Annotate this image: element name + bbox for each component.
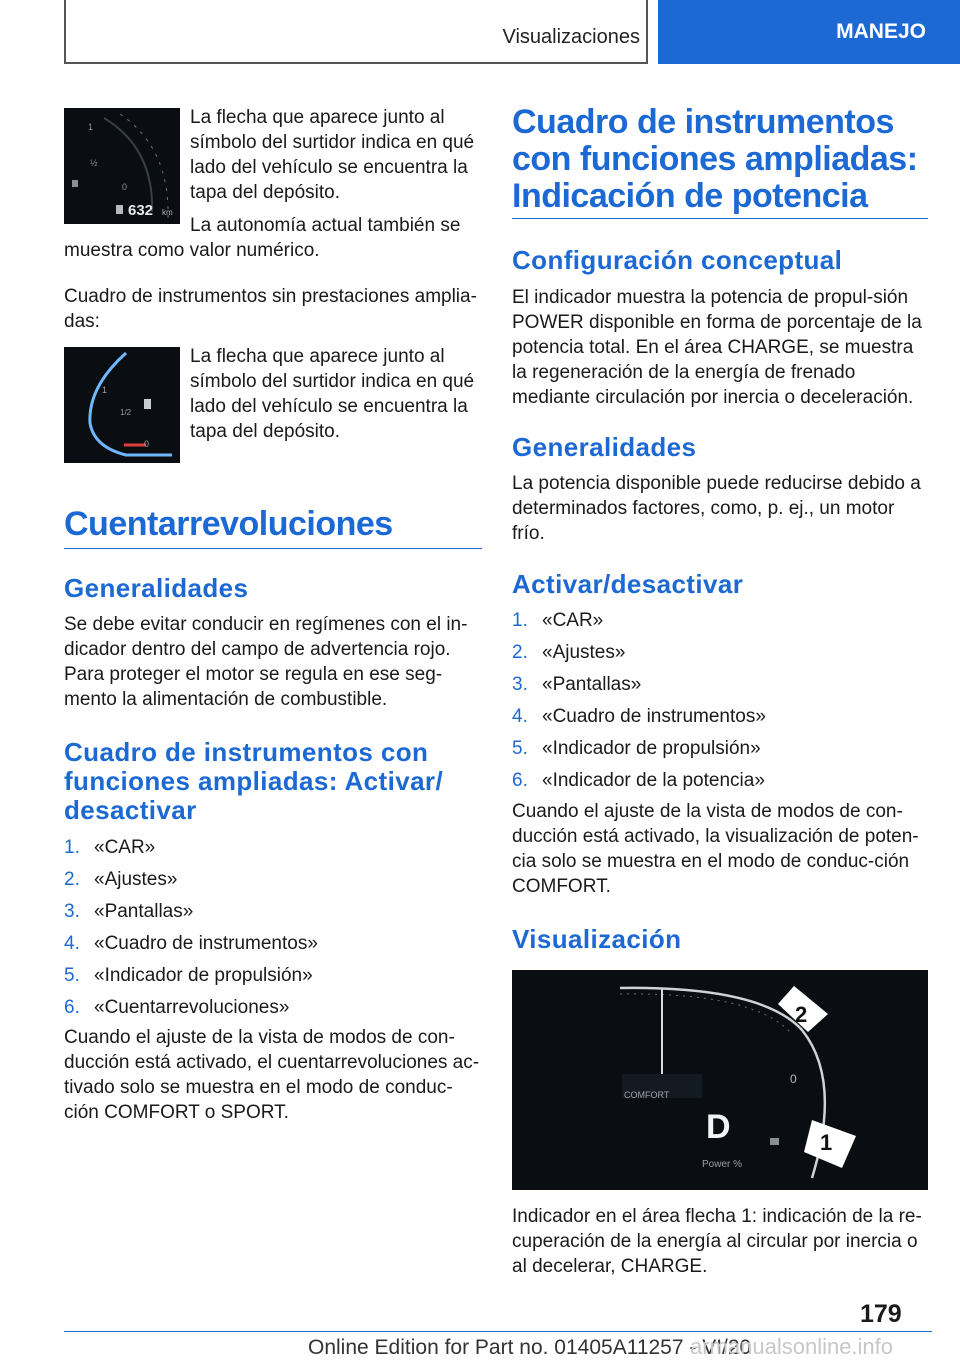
range-text-line1: La autonomía actual también se	[190, 215, 461, 236]
page-number: 179	[860, 1300, 902, 1328]
basic-cluster-graphic	[64, 347, 180, 463]
section-title-power-display: Cuadro de instrumentos con funciones ampliadas: Indicación de potencia	[512, 103, 918, 215]
range-unit: km	[162, 208, 173, 217]
gauge-half-label: ½	[90, 158, 98, 168]
basic-gauge-empty: 0	[144, 439, 150, 449]
subsection-title-concept: Configuración conceptual	[512, 245, 843, 275]
concept-text: El indicador muestra la potencia de propul-sión POWER disponible en forma de porcentaje de la potencia total. En el área CHARGE, se muestra la regeneración de la energía de frenado mediante circulación por inercia o deceleración.	[512, 287, 922, 408]
callout-number-1: 1	[820, 1130, 833, 1155]
header-chapter-tab[interactable]	[658, 0, 960, 64]
list-item: 5. «Indicador de propulsión»	[64, 965, 313, 986]
list-item: 5. «Indicador de propulsión»	[512, 738, 761, 759]
power-display-image	[512, 970, 928, 1190]
power-percent-label: Power %	[702, 1159, 743, 1170]
subsection-title-display: Visualización	[512, 924, 682, 954]
list-item: 6. «Indicador de la potencia»	[512, 770, 765, 791]
callout-number-2: 2	[795, 1002, 808, 1027]
list-item: 2. «Ajustes»	[512, 642, 626, 663]
subsection-title-general-right: Generalidades	[512, 432, 697, 462]
list-item: 4. «Cuadro de instrumentos»	[64, 933, 318, 954]
power-display-graphic	[512, 970, 928, 1190]
footer-watermark: armanualsonline.info	[690, 1334, 894, 1359]
list-item: 1. «CAR»	[64, 837, 156, 858]
section-rule-left	[64, 548, 482, 549]
subsection-title-general-left: Generalidades	[64, 573, 249, 603]
list-item: 4. «Cuadro de instrumentos»	[512, 706, 766, 727]
header-section-title: Visualizaciones	[502, 26, 640, 48]
gauge-full-label: 1	[88, 122, 94, 132]
display-caption: Indicador en el área flecha 1: indicación de la re-cuperación de la energía al circular por inercia o al decelerar, CHARGE.	[512, 1206, 922, 1277]
fuel-arrow-description: La flecha que aparece junto al símbolo del surtidor indica en qué lado del vehículo se encuentra la tapa del depósito.	[190, 107, 475, 203]
tachometer-general-text: Se debe evitar conducir en regímenes con el in-dicador dentro del campo de advertencia rojo. Para proteger el motor se regula en ese seg-mento la alimentación de combustible.	[64, 614, 468, 710]
list-item: 2. «Ajustes»	[64, 869, 178, 890]
power-mode-note: Cuando el ajuste de la vista de modos de con-ducción está activado, la visualización de poten-cia solo se muestra en el modo de conduc-ción COMFORT.	[512, 801, 919, 897]
subsection-title-extended-cluster: Cuadro de instrumentos con funciones ampliadas: Activar/ desactivar	[64, 737, 444, 825]
fuel-gauge-image	[64, 108, 180, 224]
subsection-title-activate: Activar/desactivar	[512, 569, 744, 599]
section-rule-right	[512, 218, 928, 219]
basic-fuel-arrow-description: La flecha que aparece junto al símbolo del surtidor indica en qué lado del vehículo se encuentra la tapa del depósito.	[190, 346, 475, 442]
fuel-gauge-graphic	[64, 108, 180, 224]
footer-edition: Online Edition for Part no. 01405A11257 - VI/20	[308, 1336, 752, 1359]
power-general-text: La potencia disponible puede reducirse debido a determinados factores, como, p. ej., un motor frío.	[512, 473, 921, 544]
basic-cluster-image	[64, 347, 180, 463]
drive-mode-label: COMFORT	[624, 1090, 670, 1100]
range-text-line2: muestra como valor numérico.	[64, 240, 320, 261]
gauge-empty-label: 0	[122, 182, 128, 192]
range-value: 632	[128, 202, 154, 219]
footer-rule	[64, 1331, 932, 1332]
basic-gauge-half: 1/2	[120, 408, 132, 417]
list-item: 1. «CAR»	[512, 610, 604, 631]
gear-indicator: D	[706, 1108, 731, 1146]
basic-gauge-full: 1	[102, 385, 108, 395]
header-chapter-label: MANEJO	[836, 20, 926, 43]
tachometer-mode-note: Cuando el ajuste de la vista de modos de con-ducción está activado, el cuentarrevoluciones ac-tivado solo se muestra en el modo de conduc-ción COMFORT o SPORT.	[64, 1027, 480, 1123]
basic-cluster-intro: Cuadro de instrumentos sin prestaciones amplia-das:	[64, 286, 477, 332]
power-zero-mark: 0	[790, 1072, 797, 1086]
section-title-tachometer: Cuentarrevoluciones	[64, 505, 393, 543]
list-item: 6. «Cuentarrevoluciones»	[64, 997, 290, 1018]
list-item: 3. «Pantallas»	[64, 901, 194, 922]
list-item: 3. «Pantallas»	[512, 674, 642, 695]
